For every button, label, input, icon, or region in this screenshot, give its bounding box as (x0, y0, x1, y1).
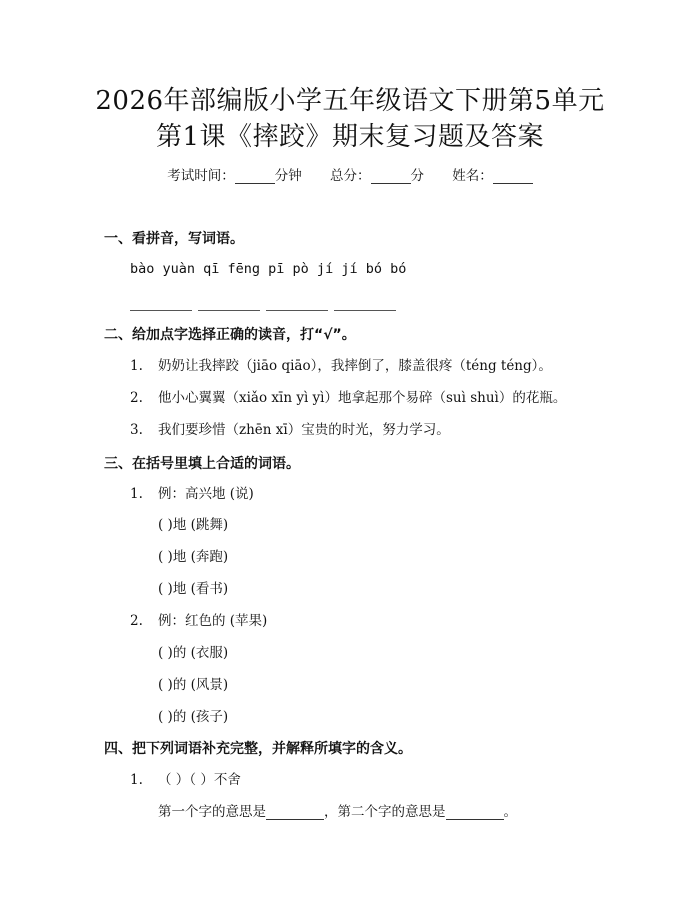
name-label: 姓名： (452, 168, 493, 184)
section3-q1-example (130, 488, 254, 502)
total-score-label: 总分： (330, 168, 371, 184)
section3-q2-example (130, 615, 267, 629)
section4-q1-explain (158, 806, 517, 820)
item-number: 2. (130, 390, 143, 406)
name-blank[interactable] (493, 171, 533, 184)
page-title-line1: 2026年部编版小学五年级语文下册第5单元 (95, 86, 605, 116)
exam-time-label: 考试时间： (167, 168, 235, 184)
section4-heading: 四、把下列词语补充完整，并解释所填字的含义。 (104, 741, 412, 757)
name-field (452, 170, 533, 184)
total-score-unit: 分 (410, 168, 424, 184)
section3-q1-blank[interactable]: ( )地 (看书) (158, 581, 229, 597)
section2-item (130, 424, 450, 438)
total-score-field (330, 170, 424, 184)
item-number: 1. (130, 772, 143, 788)
item-number: 3. (130, 422, 143, 438)
exam-time-blank[interactable] (235, 171, 275, 184)
item-text: 我们要珍惜（zhēn xī）宝贵的时光，努力学习。 (158, 422, 450, 438)
section3-q2-blank[interactable]: ( )的 (衣服) (158, 645, 229, 661)
explain-blank-b[interactable] (446, 807, 504, 820)
section3-q1-blank[interactable]: ( )地 (跳舞) (158, 517, 229, 533)
section3-q2-blank[interactable]: ( )的 (风景) (158, 677, 229, 693)
section2-item (130, 360, 552, 374)
section4-q1 (130, 774, 241, 788)
answer-line[interactable] (198, 300, 260, 311)
section3-q2-blank[interactable]: ( )的 (孩子) (158, 709, 229, 725)
exam-time-field (167, 170, 302, 184)
section1-answer-lines (130, 296, 402, 315)
exam-time-unit: 分钟 (274, 168, 302, 184)
page-title-line2: 第1课《摔跤》期末复习题及答案 (155, 122, 545, 152)
answer-line[interactable] (266, 300, 328, 311)
example-text: 例：高兴地 (说) (158, 486, 254, 502)
answer-line[interactable] (334, 300, 396, 311)
item-number: 1. (130, 486, 143, 502)
exam-info-row (0, 170, 700, 184)
section3-q1-blank[interactable]: ( )地 (奔跑) (158, 549, 229, 565)
section2-item (130, 392, 566, 406)
item-text: 他小心翼翼（xiǎo xīn yì yì）地拿起那个易碎（suì shuì）的花瓶。 (158, 390, 567, 406)
phrase-text[interactable]: （ ）（ ）不舍 (158, 772, 241, 788)
item-number: 2. (130, 613, 143, 629)
explain-blank-a[interactable] (266, 807, 324, 820)
section2-heading: 二、给加点字选择正确的读音，打“√”。 (104, 327, 356, 343)
explain-label-a: 第一个字的意思是 (158, 804, 266, 820)
item-number: 1. (130, 358, 143, 374)
example-text: 例：红色的 (苹果) (158, 613, 268, 629)
section1-pinyin: bào yuàn qī fēng pī pò jí jí bó bó (130, 261, 407, 277)
section3-heading: 三、在括号里填上合适的词语。 (104, 456, 300, 472)
explain-end: 。 (503, 804, 517, 820)
section1-heading: 一、看拼音，写词语。 (104, 231, 244, 247)
item-text: 奶奶让我摔跤（jiāo qiāo），我摔倒了，膝盖很疼（téng téng）。 (158, 358, 552, 374)
explain-label-b: ，第二个字的意思是 (324, 804, 446, 820)
answer-line[interactable] (130, 300, 192, 311)
total-score-blank[interactable] (371, 171, 411, 184)
